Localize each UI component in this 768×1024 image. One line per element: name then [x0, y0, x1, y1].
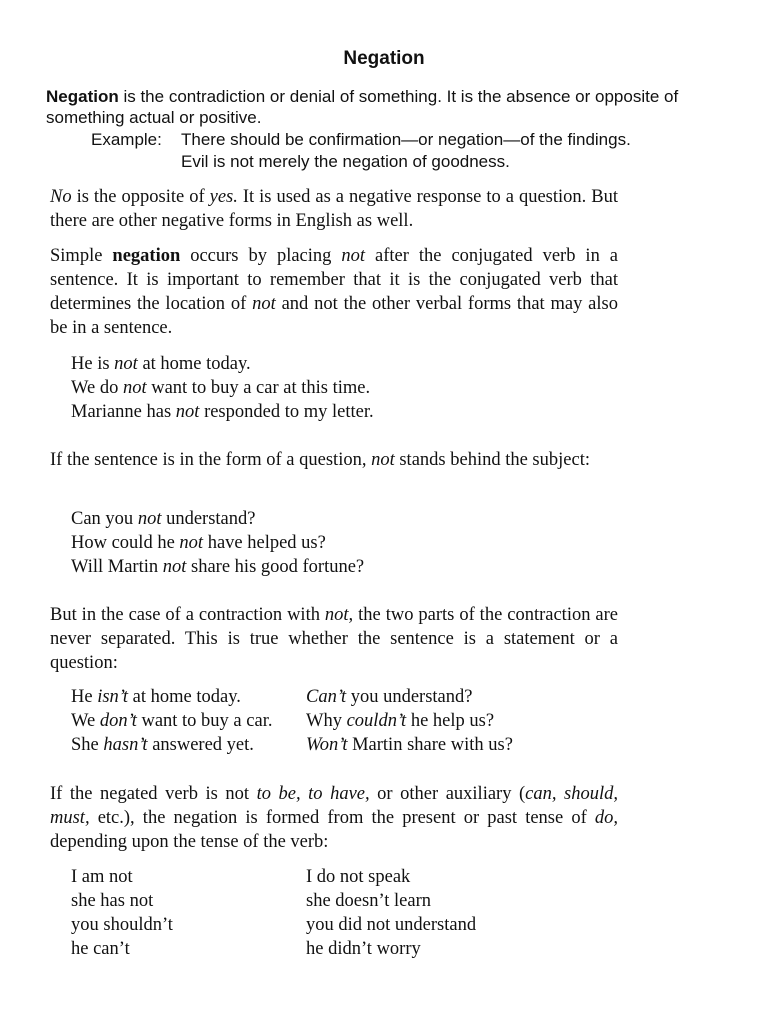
definition-example-row [91, 129, 631, 151]
definition-examples [91, 129, 631, 173]
example-text: understand? [161, 509, 256, 529]
forms-row [71, 889, 591, 913]
example-text: Can you [71, 509, 138, 529]
paragraph-text: depending upon the tense of the verb: [50, 832, 329, 852]
form-left: she has not [71, 891, 154, 911]
paragraph-do-support [50, 782, 618, 854]
paragraph-text: and not the other verbal forms that may also be in a sentence. [50, 294, 618, 338]
contraction-question: Can’t you understand? [306, 687, 473, 707]
italic-term: to be, [256, 784, 301, 804]
example-label: Example: [91, 130, 162, 149]
example-line [71, 400, 374, 424]
example-sentence: Evil is not merely the negation of goodness. [181, 152, 510, 171]
paragraph-text: is the opposite of [71, 187, 210, 207]
paragraph-simple-negation [50, 244, 618, 340]
contraction-statement: She hasn’t answered yet. [71, 735, 254, 755]
example-line [71, 507, 364, 531]
contraction-question: Won’t Martin share with us? [306, 735, 513, 755]
paragraph-text: Simple [50, 246, 113, 266]
italic-term: No [50, 187, 72, 207]
contraction-row [71, 709, 591, 733]
paragraph-text: It is used as a negative response to a question. But there are other negative forms in English as well. [50, 187, 618, 231]
contraction-row [71, 733, 591, 757]
example-list-questions [71, 507, 364, 579]
forms-row [71, 937, 591, 961]
italic-term: not [175, 402, 200, 422]
definition-term: Negation [46, 87, 119, 106]
italic-term: not [114, 354, 138, 374]
italic-term: should, [564, 784, 619, 804]
form-left: he can’t [71, 939, 130, 959]
page-title: Negation [343, 48, 425, 69]
example-text: have helped us? [203, 533, 326, 553]
italic-term: not [341, 246, 366, 266]
contraction-question: Why couldn’t he help us? [306, 711, 495, 731]
form-right: she doesn’t learn [306, 891, 432, 911]
paragraph-text: If the sentence is in the form of a question, [50, 450, 372, 470]
example-text: want to buy a car at this time. [146, 378, 371, 398]
italic-term: do, [594, 808, 618, 828]
example-text: Will Martin [71, 557, 163, 577]
paragraph-text: But in the case of a contraction with [50, 605, 325, 625]
italic-term: must, [50, 808, 90, 828]
example-text: He is [71, 354, 115, 374]
italic-term: not [179, 533, 204, 553]
forms-row [71, 865, 591, 889]
contraction-row [71, 685, 591, 709]
paragraph-no-yes [50, 185, 618, 233]
definition [46, 86, 696, 128]
example-text: responded to my letter. [199, 402, 374, 422]
example-line [71, 352, 374, 376]
example-line [71, 531, 364, 555]
example-text: at home today. [137, 354, 251, 374]
italic-term: can, [525, 784, 557, 804]
italic-term: to have, [308, 784, 370, 804]
example-line [71, 555, 364, 579]
paragraph-question-form [50, 448, 618, 472]
example-list-statements [71, 352, 374, 424]
negated-forms-table [71, 865, 591, 961]
paragraph-text: stands behind the subject: [394, 450, 590, 470]
italic-term: not [162, 557, 187, 577]
paragraph-text: after the conjugated verb in a sentence. It is important to remember that it is the conjugated verb that determines the location of [50, 246, 618, 314]
definition-text: is the contradiction or denial of something. It is the absence or opposite of something actual or positive. [46, 87, 679, 127]
form-left: I am not [71, 867, 133, 887]
italic-term: not, [324, 605, 354, 625]
bold-term: negation [112, 246, 181, 266]
definition-example-row [91, 151, 631, 173]
italic-term: not [122, 378, 147, 398]
example-text: Marianne has [71, 402, 176, 422]
paragraph-text: If the negated verb is not [50, 784, 257, 804]
form-right: he didn’t worry [306, 939, 421, 959]
italic-term: not [137, 509, 162, 529]
italic-term: not [252, 294, 276, 314]
form-right: I do not speak [306, 867, 411, 887]
italic-term: yes. [209, 187, 238, 207]
italic-term: not [371, 450, 395, 470]
paragraph-text: or other auxiliary ( [369, 784, 526, 804]
paragraph-contractions [50, 603, 618, 675]
example-line [71, 376, 374, 400]
example-text: share his good fortune? [186, 557, 365, 577]
contraction-statement: We don’t want to buy a car. [71, 711, 273, 731]
paragraph-text: etc.), the negation is formed from the present or past tense of [89, 808, 595, 828]
paragraph-text: the two parts of the contraction are never separated. This is true whether the sentence is a statement or a question: [50, 605, 618, 673]
paragraph-text: occurs by placing [180, 246, 342, 266]
contraction-statement: He isn’t at home today. [71, 687, 241, 707]
forms-row [71, 913, 591, 937]
example-sentence: There should be confirmation—or negation—of the findings. [181, 130, 631, 149]
form-right: you did not understand [306, 915, 477, 935]
example-text: How could he [71, 533, 180, 553]
contraction-examples [71, 685, 591, 757]
form-left: you shouldn’t [71, 915, 173, 935]
example-text: We do [71, 378, 123, 398]
